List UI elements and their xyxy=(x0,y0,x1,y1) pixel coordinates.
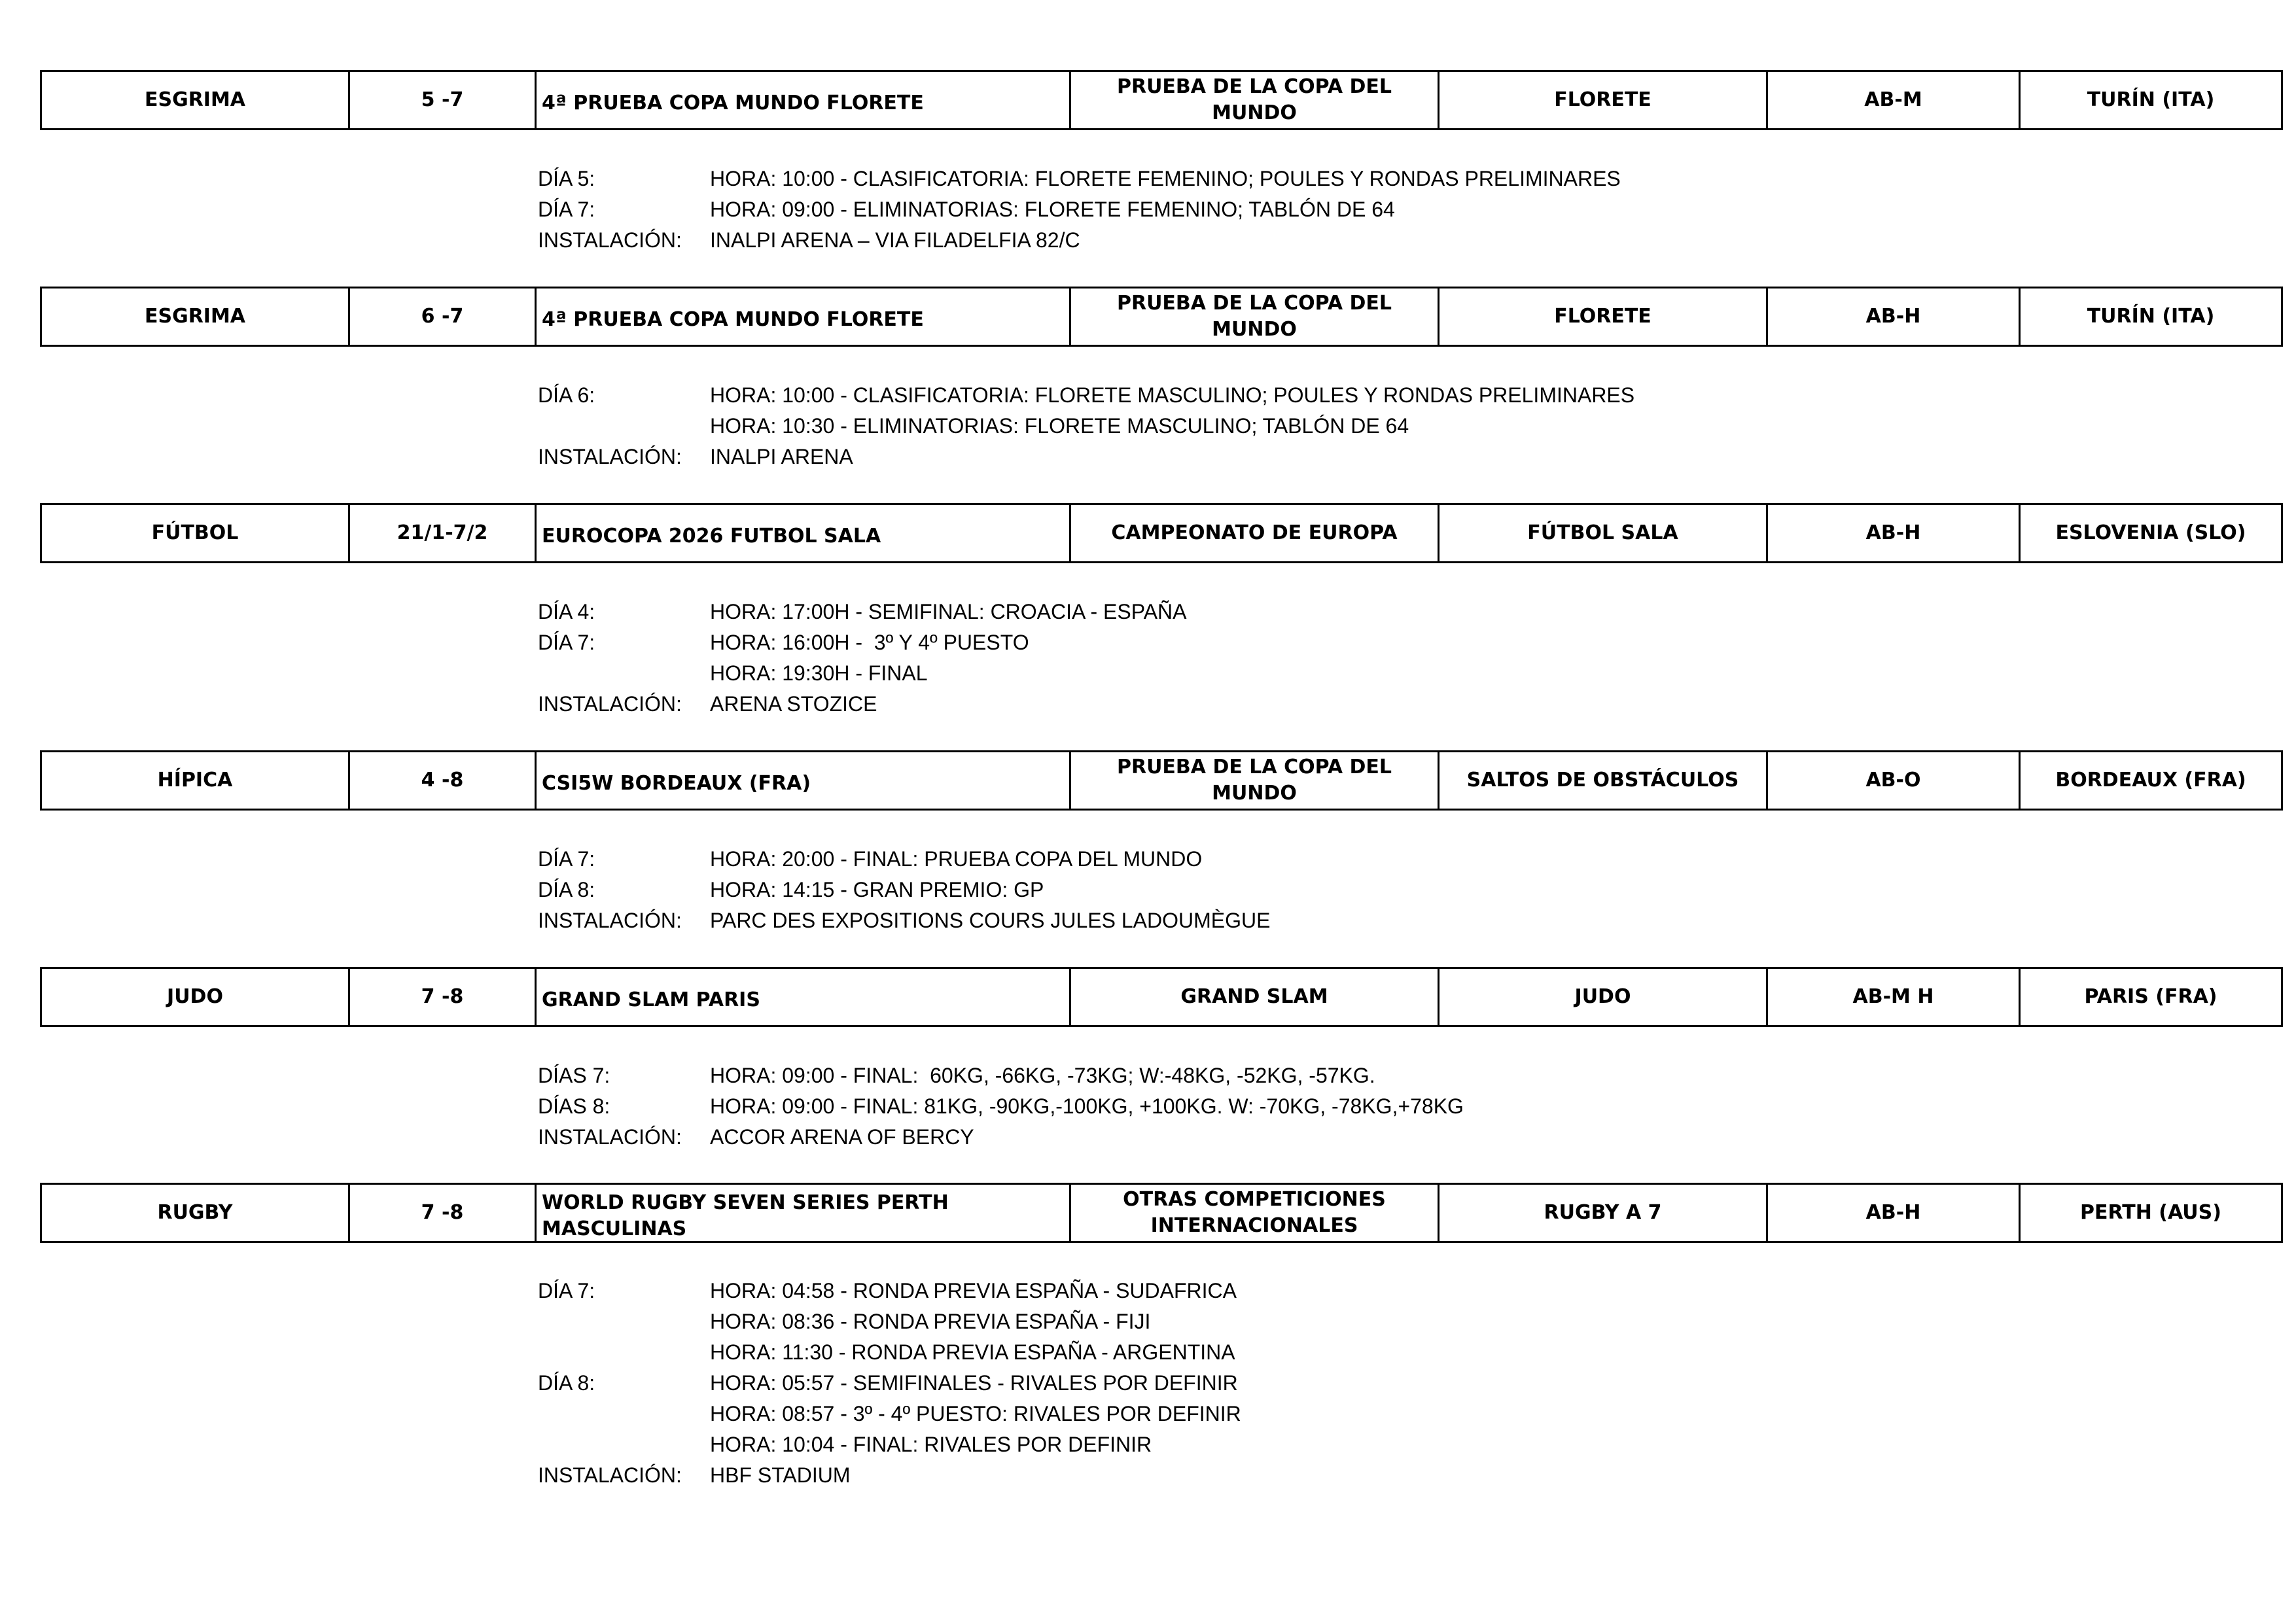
discipline-cell: FÚTBOL SALA xyxy=(1439,505,1768,561)
detail-text: HORA: 08:57 - 3º - 4º PUESTO: RIVALES POR DEFINIR xyxy=(710,1402,1241,1425)
detail-line xyxy=(538,1429,1241,1460)
event-row xyxy=(40,503,2283,563)
detail-text: HORA: 17:00H - SEMIFINAL: CROACIA - ESPAÑA xyxy=(710,600,1187,623)
event-row xyxy=(40,750,2283,811)
detail-label: DÍA 8: xyxy=(538,878,595,901)
event-name-cell: EUROCOPA 2026 FUTBOL SALA xyxy=(537,505,1071,561)
competition-type-cell: PRUEBA DE LA COPA DEL MUNDO xyxy=(1071,288,1439,345)
detail-label: INSTALACIÓN: xyxy=(538,1125,682,1149)
detail-line xyxy=(538,905,1270,936)
detail-line xyxy=(538,1091,1464,1122)
detail-line xyxy=(538,1306,1241,1337)
detail-line xyxy=(538,597,1186,627)
discipline-cell: FLORETE xyxy=(1439,288,1768,345)
event-row xyxy=(40,70,2283,130)
detail-line xyxy=(538,1460,1241,1491)
detail-text: HORA: 09:00 - ELIMINATORIAS: FLORETE FEMENINO; TABLÓN DE 64 xyxy=(710,198,1395,221)
detail-label: DÍA 7: xyxy=(538,198,595,221)
detail-text: HORA: 11:30 - RONDA PREVIA ESPAÑA - ARGENTINA xyxy=(710,1340,1235,1364)
detail-label: INSTALACIÓN: xyxy=(538,909,682,932)
competition-type-cell: CAMPEONATO DE EUROPA xyxy=(1071,505,1439,561)
detail-text: ACCOR ARENA OF BERCY xyxy=(710,1125,974,1149)
detail-line xyxy=(538,1399,1241,1429)
dates-cell: 7 -8 xyxy=(350,1185,537,1241)
category-cell: AB-H xyxy=(1768,288,2021,345)
sport-cell: ESGRIMA xyxy=(42,72,350,128)
detail-line xyxy=(538,689,1186,720)
event-details xyxy=(538,164,1621,256)
location-cell: ESLOVENIA (SLO) xyxy=(2055,521,2246,544)
category-cell: AB-M H xyxy=(1768,969,2021,1025)
sport-cell: ESGRIMA xyxy=(42,288,350,345)
detail-label: DÍAS 8: xyxy=(538,1094,610,1118)
dates-cell: 5 -7 xyxy=(350,72,537,128)
detail-text: HORA: 20:00 - FINAL: PRUEBA COPA DEL MUNDO xyxy=(710,847,1203,871)
detail-label: DÍA 4: xyxy=(538,600,595,623)
detail-line xyxy=(538,380,1634,411)
event-name-cell: CSI5W BORDEAUX (FRA) xyxy=(537,752,1071,809)
sport-cell: JUDO xyxy=(42,969,350,1025)
dates-cell: 4 -8 xyxy=(350,752,537,809)
detail-text: HORA: 16:00H - 3º Y 4º PUESTO xyxy=(710,631,1029,654)
detail-label: INSTALACIÓN: xyxy=(538,228,682,252)
detail-text: HORA: 10:00 - CLASIFICATORIA: FLORETE FEMENINO; POULES Y RONDAS PRELIMINARES xyxy=(710,167,1621,190)
detail-text: HORA: 19:30H - FINAL xyxy=(710,661,928,685)
detail-line xyxy=(538,1060,1464,1091)
detail-line xyxy=(538,1337,1241,1368)
detail-text: INALPI ARENA xyxy=(710,445,853,468)
sport-cell: FÚTBOL xyxy=(42,505,350,561)
category-cell: AB-H xyxy=(1768,505,2021,561)
event-details xyxy=(538,380,1634,472)
dates-cell: 6 -7 xyxy=(350,288,537,345)
detail-text: HORA: 14:15 - GRAN PREMIO: GP xyxy=(710,878,1044,901)
event-row xyxy=(40,287,2283,347)
detail-label: INSTALACIÓN: xyxy=(538,692,682,716)
detail-line xyxy=(538,875,1270,905)
location-cell: TURÍN (ITA) xyxy=(2087,88,2215,111)
detail-text: HORA: 09:00 - FINAL: 60KG, -66KG, -73KG; W:-48KG, -52KG, -57KG. xyxy=(710,1064,1375,1087)
detail-line xyxy=(538,1122,1464,1153)
detail-label: INSTALACIÓN: xyxy=(538,445,682,468)
detail-line xyxy=(538,844,1270,875)
location-cell: PERTH (AUS) xyxy=(2080,1201,2221,1224)
category-cell: AB-H xyxy=(1768,1185,2021,1241)
category-cell: AB-O xyxy=(1768,752,2021,809)
detail-line xyxy=(538,225,1621,256)
competition-type-cell: OTRAS COMPETICIONES INTERNACIONALES xyxy=(1071,1185,1439,1241)
detail-label: DÍA 5: xyxy=(538,167,595,190)
detail-label: DÍA 7: xyxy=(538,847,595,871)
dates-cell: 7 -8 xyxy=(350,969,537,1025)
event-details xyxy=(538,1276,1241,1491)
detail-text: HORA: 04:58 - RONDA PREVIA ESPAÑA - SUDAFRICA xyxy=(710,1279,1237,1302)
detail-label: DÍA 6: xyxy=(538,383,595,407)
detail-line xyxy=(538,164,1621,194)
category-cell: AB-M xyxy=(1768,72,2021,128)
dates-cell: 21/1-7/2 xyxy=(350,505,537,561)
event-details xyxy=(538,844,1270,936)
sport-cell: HÍPICA xyxy=(42,752,350,809)
detail-line xyxy=(538,1368,1241,1399)
detail-line xyxy=(538,411,1634,442)
competition-type-cell: PRUEBA DE LA COPA DEL MUNDO xyxy=(1071,752,1439,809)
detail-text: INALPI ARENA – VIA FILADELFIA 82/C xyxy=(710,228,1080,252)
competition-type-cell: GRAND SLAM xyxy=(1071,969,1439,1025)
location-cell: PARIS (FRA) xyxy=(2084,985,2217,1008)
detail-text: HBF STADIUM xyxy=(710,1463,851,1487)
detail-line xyxy=(538,658,1186,689)
detail-line xyxy=(538,442,1634,472)
event-row xyxy=(40,1183,2283,1243)
detail-label: DÍA 7: xyxy=(538,631,595,654)
event-details xyxy=(538,1060,1464,1153)
detail-text: PARC DES EXPOSITIONS COURS JULES LADOUMÈGUE xyxy=(710,909,1271,932)
detail-label: DÍA 8: xyxy=(538,1371,595,1395)
event-name-cell: GRAND SLAM PARIS xyxy=(537,969,1071,1025)
detail-text: HORA: 10:00 - CLASIFICATORIA: FLORETE MASCULINO; POULES Y RONDAS PRELIMINARES xyxy=(710,383,1635,407)
location-cell: TURÍN (ITA) xyxy=(2087,305,2215,328)
detail-label: DÍA 7: xyxy=(538,1279,595,1302)
event-name-cell: WORLD RUGBY SEVEN SERIES PERTH MASCULINAS xyxy=(537,1185,1071,1241)
detail-label: INSTALACIÓN: xyxy=(538,1463,682,1487)
detail-text: HORA: 10:04 - FINAL: RIVALES POR DEFINIR xyxy=(710,1433,1152,1456)
detail-line xyxy=(538,627,1186,658)
competition-type-cell: PRUEBA DE LA COPA DEL MUNDO xyxy=(1071,72,1439,128)
event-name-cell: 4ª PRUEBA COPA MUNDO FLORETE xyxy=(537,288,1071,345)
detail-label: DÍAS 7: xyxy=(538,1064,610,1087)
discipline-cell: RUGBY A 7 xyxy=(1439,1185,1768,1241)
detail-text: ARENA STOZICE xyxy=(710,692,877,716)
sport-cell: RUGBY xyxy=(42,1185,350,1241)
detail-line xyxy=(538,194,1621,225)
detail-text: HORA: 05:57 - SEMIFINALES - RIVALES POR DEFINIR xyxy=(710,1371,1238,1395)
detail-line xyxy=(538,1276,1241,1306)
discipline-cell: SALTOS DE OBSTÁCULOS xyxy=(1439,752,1768,809)
event-name-cell: 4ª PRUEBA COPA MUNDO FLORETE xyxy=(537,72,1071,128)
event-details xyxy=(538,597,1186,720)
detail-text: HORA: 08:36 - RONDA PREVIA ESPAÑA - FIJI xyxy=(710,1310,1151,1333)
detail-text: HORA: 09:00 - FINAL: 81KG, -90KG,-100KG, +100KG. W: -70KG, -78KG,+78KG xyxy=(710,1094,1464,1118)
location-cell: BORDEAUX (FRA) xyxy=(2055,769,2246,792)
detail-text: HORA: 10:30 - ELIMINATORIAS: FLORETE MASCULINO; TABLÓN DE 64 xyxy=(710,414,1409,438)
event-row xyxy=(40,967,2283,1027)
discipline-cell: JUDO xyxy=(1439,969,1768,1025)
discipline-cell: FLORETE xyxy=(1439,72,1768,128)
